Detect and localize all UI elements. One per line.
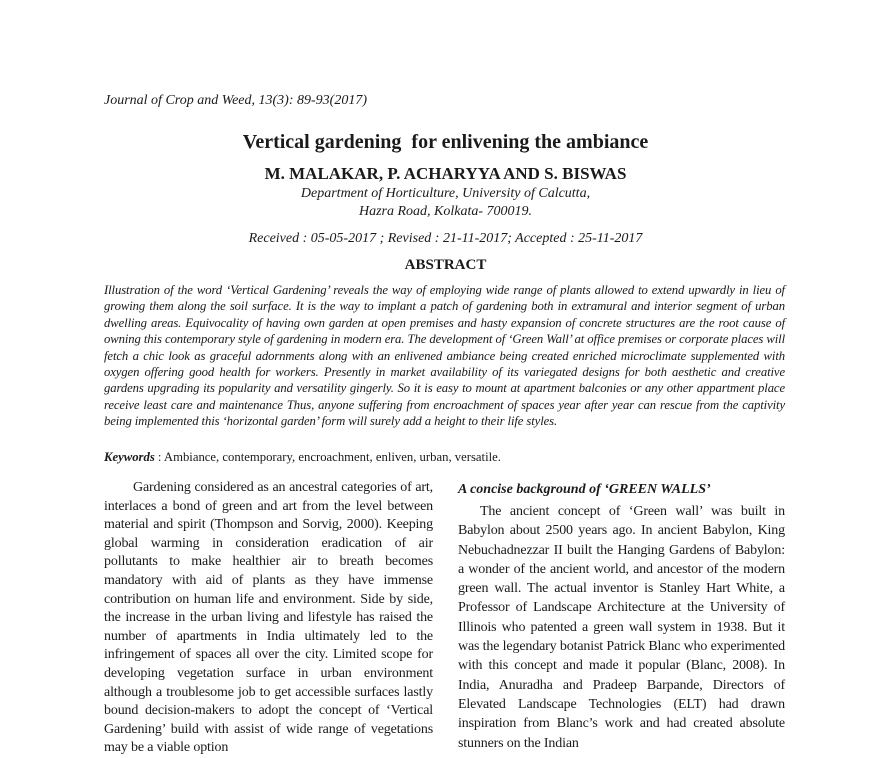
paper-title: Vertical gardening for enlivening the ambiance (242, 131, 649, 153)
abstract-heading: ABSTRACT (404, 257, 487, 273)
abstract-text: Illustration of the word ‘Vertical Gardening’ reveals the way of employing wide range of plants allowed to extend upwardly in lieu of growing them along the soil surface. It is the way to implant a patch of gardening both in extramural and interior segment of urban dwelling areas. Equivocality of having own garden at open premises and hasty expansion of concrete structures are the root cause of owning this contemporary style of gardening in modern era. The development of ‘Green Wall’ at office premises or corporate places will fetch a chic look as graceful adornments along with an enlivened ambiance being created enriched microclimate supplemented with oxygen offering good health for workers. Presently in market availability of its variegated designs for both aesthetic and creative gardens upgrading its popularity and versatility gingerly. So it is easy to mount at apartment balconies or any other appartment place receive least care and maintenance Thus, anyone suffering from encroachment of spaces year after year can rescue from the captivity being implemented this ‘horizontal garden’ form will surely add a height to their life styles. (104, 283, 785, 429)
affiliation-line-2: Hazra Road, Kolkata- 700019. (358, 204, 533, 219)
keywords-text: : Ambiance, contemporary, encroachment, enliven, urban, versatile. (154, 450, 501, 464)
author-list: M. MALAKAR, P. ACHARYYA AND S. BISWAS (264, 164, 627, 183)
body-left-paragraph: Gardening considered as an ancestral categories of art, interlaces a bond of green and art from the level between material and spirit (Thompson and Sorvig, 2000). Keeping global warming in consideration eradication of air pollutants to make healthier air to breath becomes mandatory with aid of plants as they have immense contribution on human life and environment. Side by side, the increase in the urban living and lifestyle has raised the number of apartments in India ultimately led to the infringement of spaces all over the city. Limited scope for developing vegetation surface in urban environment although a troublesome job to get accessible surfaces lastly bound decision-makers to adopt the concept of ‘Vertical Gardening’ build with assist of wide range of vegetations may be a viable option (104, 480, 433, 756)
affiliation-line-1: Department of Horticulture, University of Calcutta, (300, 186, 591, 201)
submission-dates: Received : 05-05-2017 ; Revised : 21-11-2017; Accepted : 25-11-2017 (248, 231, 643, 246)
section-heading-green-walls: A concise background of ‘GREEN WALLS’ (458, 482, 711, 497)
keywords-line (104, 449, 785, 465)
keywords-label: Keywords (104, 450, 155, 464)
body-right-paragraph: The ancient concept of ‘Green wall’ was built in Babylon about 2500 years ago. In ancient Babylon, King Nebuchadnezzar II built the Hanging Gardens of Babylon: a wonder of the ancient world, and ancestor of the modern green wall. The actual inventor is Stanley Hart White, a Professor of Landscape Architecture at the University of Illinois who patented a green wall system in 1938. But it was the legendary botanist Patrick Blanc who experimented with this concept and made it popular (Blanc, 2008). In India, Anuradha and Pradeep Barpande, Directors of Elevated Landscape Technologies (ELT) had drawn inspiration from Blanc’s work and had created absolute stunners on the Indian (458, 504, 785, 751)
journal-citation: Journal of Crop and Weed, 13(3): 89-93(2017) (104, 93, 367, 108)
